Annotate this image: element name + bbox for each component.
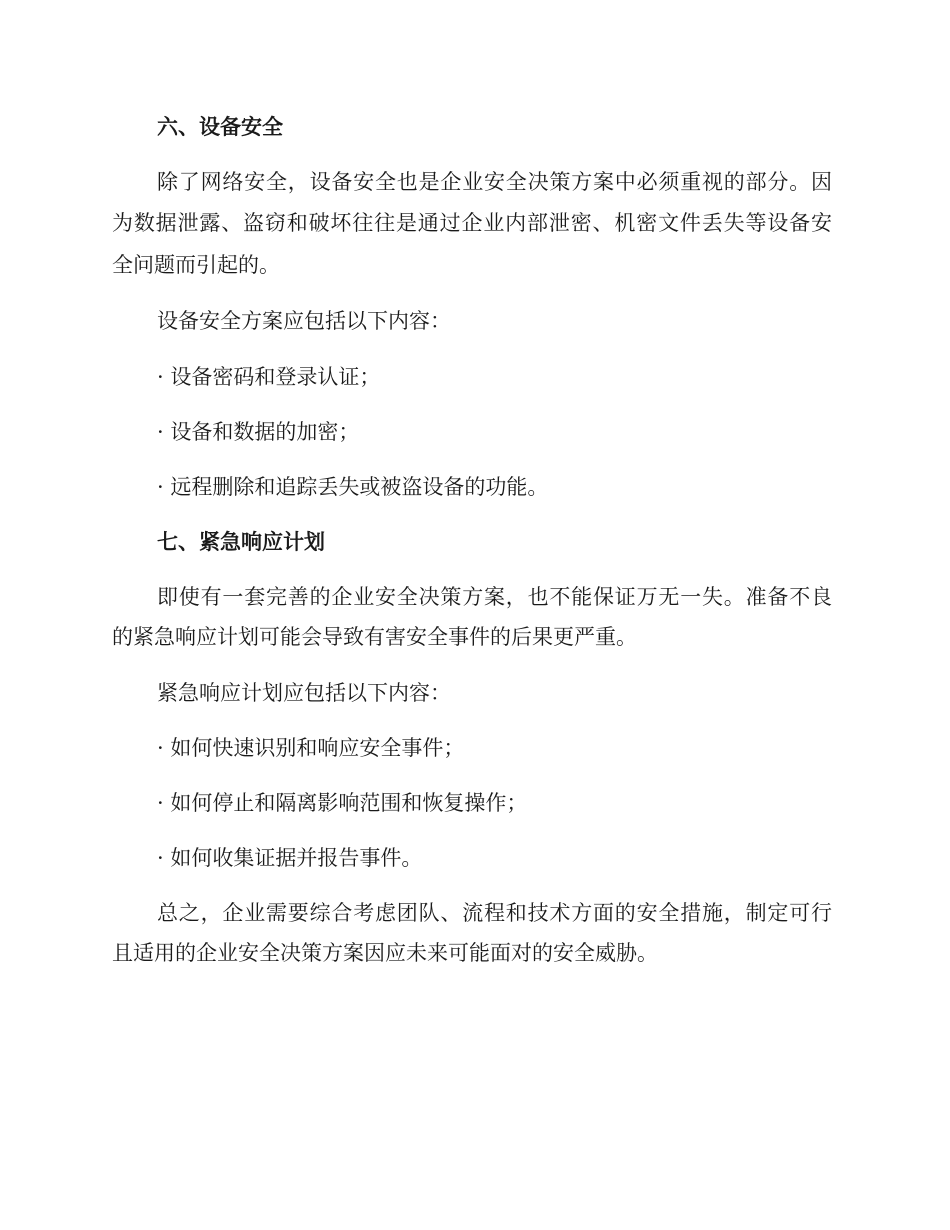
section-7-intro: 紧急响应计划应包括以下内容：	[157, 681, 451, 705]
section-7-bullet-1: · 如何快速识别和响应安全事件；	[157, 736, 465, 760]
section-6-paragraph-line-1: 除了网络安全，设备安全也是企业安全决策方案中必须重视的部分。因	[157, 170, 832, 194]
section-7-heading: 七、紧急响应计划	[157, 529, 325, 554]
conclusion-line-2: 且适用的企业安全决策方案因应未来可能面对的安全威胁。	[112, 941, 658, 965]
conclusion-line-1: 总之，企业需要综合考虑团队、流程和技术方面的安全措施，制定可行	[157, 901, 832, 925]
section-6-paragraph-line-2: 为数据泄露、盗窃和破坏往往是通过企业内部泄密、机密文件丢失等设备安	[112, 211, 832, 235]
section-7-paragraph-line-2: 的紧急响应计划可能会导致有害安全事件的后果更严重。	[112, 625, 637, 649]
section-7-paragraph-line-1: 即使有一套完善的企业安全决策方案，也不能保证万无一失。准备不良	[157, 585, 832, 609]
section-6-bullet-1: · 设备密码和登录认证；	[157, 365, 381, 389]
section-6-bullet-3: · 远程删除和追踪丢失或被盗设备的功能。	[157, 475, 549, 499]
section-6-heading: 六、设备安全	[157, 114, 283, 139]
section-7-bullet-3: · 如何收集证据并报告事件。	[157, 846, 423, 870]
section-6-intro: 设备安全方案应包括以下内容：	[157, 309, 451, 333]
section-6-bullet-2: · 设备和数据的加密；	[157, 420, 360, 444]
section-7-bullet-2: · 如何停止和隔离影响范围和恢复操作；	[157, 791, 528, 815]
section-6-paragraph-line-3: 全问题而引起的。	[112, 253, 280, 277]
